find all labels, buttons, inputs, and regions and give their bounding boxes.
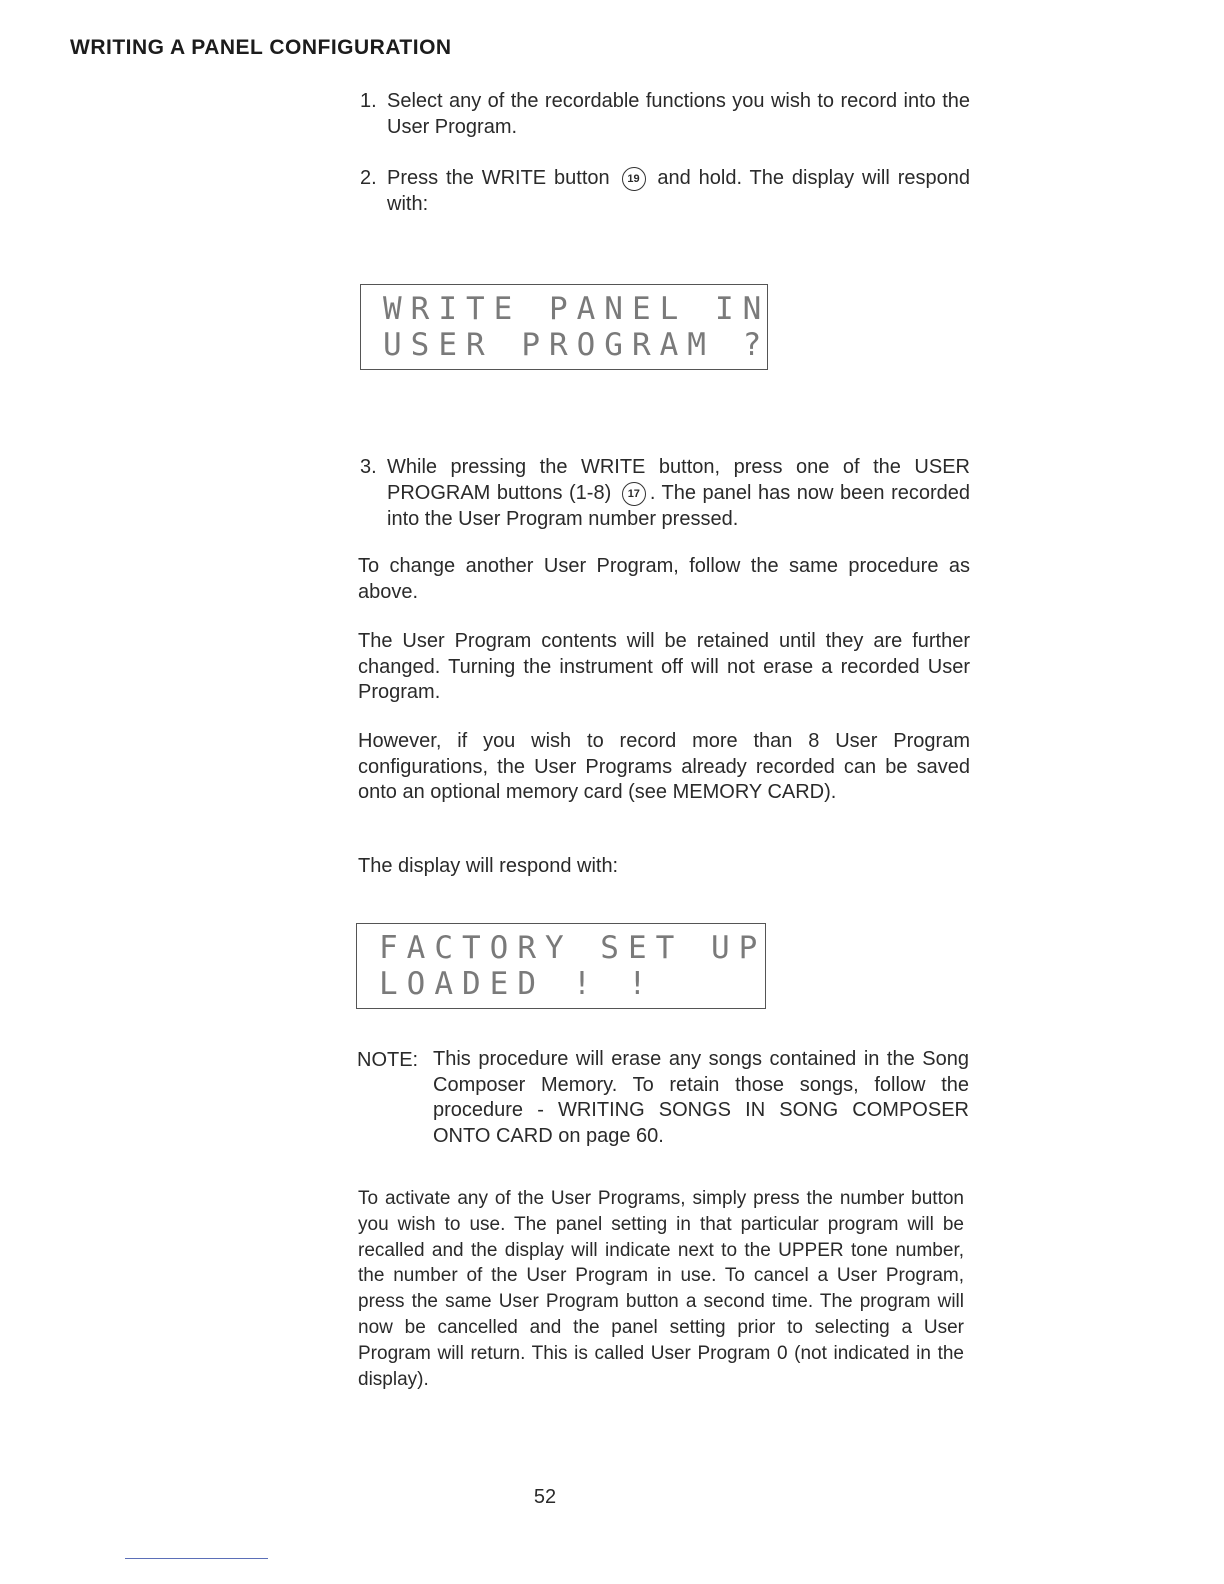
step-text-part: and hold. The display will respond with: (387, 167, 970, 215)
paragraph-memory-card: However, if you wish to record more than 8 User Program configurations, the User Programs already recorded can be saved onto an optional memory card (see MEMORY CARD). (358, 730, 970, 803)
note-label: NOTE: (357, 1049, 419, 1071)
page-number: 52 (533, 1486, 557, 1508)
write-button-callout-icon: 19 (622, 167, 646, 191)
step-number: 3. (360, 456, 377, 478)
step-text (387, 454, 970, 532)
lcd-line-1: WRITE PANEL IN (383, 291, 771, 327)
paragraph-activate-program: To activate any of the User Programs, simply press the number button you wish to use. The panel setting in that particular program will be recalled and the display will indicate next to the UPPER tone number, the number of the User Program in use. To cancel a User Program, press the same User Program button a second time. The program will now be cancelled and the panel setting prior to selecting a User Program will return. This is called User Program 0 (not indicated in the display). (358, 1188, 964, 1390)
paragraph-display-respond: The display will respond with: (358, 855, 619, 877)
paragraph-change-program: To change another User Program, follow the same procedure as above. (358, 555, 970, 603)
step-text-part: Press the WRITE button (387, 167, 610, 189)
user-program-button-callout-icon: 17 (622, 482, 646, 506)
step-text-part: . The panel has now been recorded into the User Program number pressed. (387, 482, 971, 530)
step-3 (360, 454, 970, 532)
page-title: WRITING A PANEL CONFIGURATION (70, 36, 452, 59)
step-number: 1. (360, 90, 377, 112)
lcd-line-2: USER PROGRAM ? (383, 327, 771, 363)
footer-rule (125, 1558, 268, 1559)
step-1 (360, 88, 970, 140)
lcd-display-write-panel (360, 284, 771, 370)
lcd-line-2: LOADED ! ! (379, 966, 656, 1002)
lcd-line-1: FACTORY SET UP (379, 930, 767, 966)
step-number: 2. (360, 167, 377, 189)
paragraph-retention: The User Program contents will be retained until they are further changed. Turning the instrument off will not erase a recorded User Program. (358, 630, 970, 703)
lcd-display-factory-setup (356, 923, 766, 1009)
step-text (387, 165, 970, 217)
note-text: This procedure will erase any songs contained in the Song Composer Memory. To retain those songs, follow the procedure - WRITING SONGS IN SONG COMPOSER ONTO CARD on page 60. (433, 1048, 969, 1147)
step-text: Select any of the recordable functions you wish to record into the User Program. (387, 90, 970, 138)
step-text-part: While pressing the WRITE button, press one of the USER PROGRAM buttons (1-8) (387, 456, 970, 504)
step-2 (360, 165, 970, 217)
